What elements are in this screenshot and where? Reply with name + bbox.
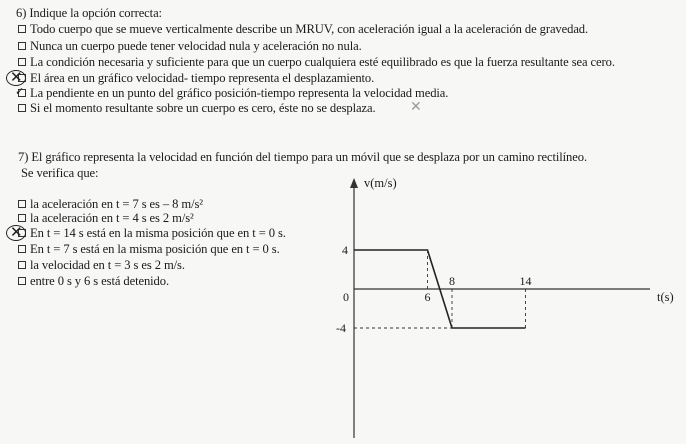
question-7-title: 7) El gráfico representa la velocidad en función del tiempo para un móvil que se desplaza por un camino rectilíneo.: [18, 150, 587, 164]
cross-mark-icon: ✕: [10, 68, 23, 86]
q6-option-4[interactable]: El área en un gráfico velocidad- tiempo representa el desplazamiento.: [18, 71, 374, 86]
q6-option-3[interactable]: La condición necesaria y suficiente para que un cuerpo cualquiera esté equilibrado es que la fuerza resultante sea cero.: [18, 55, 615, 70]
x-tick-label: 14: [519, 274, 532, 288]
q6-option-1[interactable]: Todo cuerpo que se mueve verticalmente describe un MRUV, con aceleración igual a la aceleración de gravedad.: [18, 22, 588, 37]
y-tick-label: 4: [342, 243, 348, 257]
y-axis-arrow-icon: [350, 178, 358, 188]
q7-option-2[interactable]: la aceleración en t = 4 s es 2 m/s²: [18, 211, 194, 226]
question-6-title: 6) Indique la opción correcta:: [16, 6, 162, 20]
check-mark-icon: ✓: [15, 85, 25, 98]
y-tick-label: -4: [336, 321, 346, 335]
q7-option-4[interactable]: En t = 7 s está en la misma posición que en t = 0 s.: [18, 242, 280, 257]
q6-option-6[interactable]: Si el momento resultante sobre un cuerpo es cero, éste no se desplaza.: [18, 101, 376, 116]
q6-option-2[interactable]: Nunca un cuerpo puede tener velocidad nula y aceleración no nula.: [18, 39, 362, 54]
q7-option-5[interactable]: la velocidad en t = 3 s es 2 m/s.: [18, 258, 185, 273]
x-axis-label: t(s): [657, 290, 674, 304]
question-7-subtitle: Se verifica que:: [21, 166, 99, 180]
y-axis-label: v(m/s): [364, 176, 397, 190]
faint-cross-icon: ✕: [410, 99, 422, 115]
q6-option-5[interactable]: La pendiente en un punto del gráfico posición-tiempo representa la velocidad media.: [18, 86, 448, 101]
q7-option-3[interactable]: En t = 14 s está en la misma posición que en t = 0 s.: [18, 226, 286, 241]
q7-option-6[interactable]: entre 0 s y 6 s está detenido.: [18, 274, 169, 289]
q7-option-1[interactable]: la aceleración en t = 7 s es – 8 m/s²: [18, 197, 203, 212]
x-tick-label: 0: [343, 290, 349, 304]
x-tick-label: 8: [449, 274, 455, 288]
x-tick-label: 6: [424, 290, 431, 304]
cross-mark-icon: ✕: [10, 223, 23, 241]
